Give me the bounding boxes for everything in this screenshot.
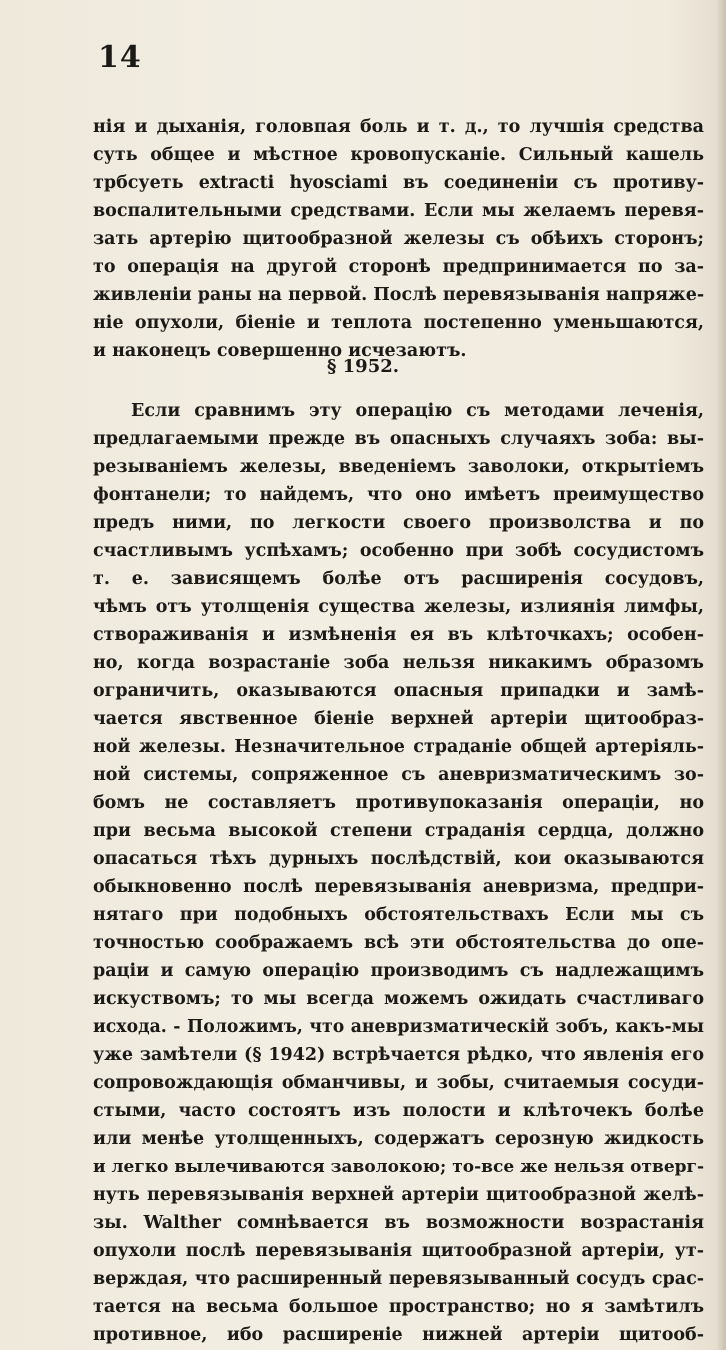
text-line: при весьма высокой степени страданія сердца, должно [93, 821, 704, 841]
text-line: ніе опухоли, біеніе и теплота постепенно уменьшаются, [93, 313, 704, 333]
text-line: живленіи раны на первой. Послѣ перевязыванія напряже- [93, 285, 705, 305]
text-line: или менѣе утолщенныхъ, содержатъ серозную жидкость [93, 1129, 704, 1149]
text-line: ограничить, оказываются опасныя припадки и замѣ- [93, 681, 704, 701]
text-line: воспалительными средствами. Если мы желаемъ перевя- [93, 201, 704, 221]
text-line: и наконецъ совершенно исчезаютъ. [93, 341, 467, 361]
text-line: нятаго при подобныхъ обстоятельствахъ Если мы съ [93, 905, 704, 925]
text-line: опасаться тѣхъ дурныхъ послѣдствій, кои оказываются [93, 849, 704, 869]
text-line: чѣмъ отъ утолщенія существа железы, излиянія лимфы, [93, 597, 704, 617]
text-line: трбсуеть extracti hyosciami въ соединеніи съ противу- [93, 173, 704, 193]
page-number: 14 [98, 40, 142, 75]
text-line: Если сравнимъ эту операцію съ методами леченія, [131, 401, 704, 421]
text-line: предъ ними, по легкости своего произволства и по [93, 513, 704, 533]
text-line: раціи и самую операцію производимъ съ надлежащимъ [93, 961, 704, 981]
text-line: искуствомъ; то мы всегда можемъ ожидать счастливаго [93, 989, 704, 1009]
text-line: и легко вылечиваются заволокою; то-все же нельзя отверг- [93, 1157, 704, 1177]
text-line: фонтанели; то найдемъ, что оно имѣетъ преимущество [93, 485, 704, 505]
text-line: опухоли послѣ перевязыванія щитообразной артеріи, ут- [93, 1241, 704, 1261]
text-line: стыми, часто состоятъ изъ полости и клѣточекъ болѣе [93, 1101, 704, 1121]
text-line: ной железы. Незначительное страданіе общей артеріяль- [93, 737, 704, 757]
text-line: точностью соображаемъ всѣ эти обстоятельства до опе- [93, 933, 704, 953]
text-line: зать артерію щитообразной железы съ обѣихъ сторонъ; [93, 229, 704, 249]
text-line: то операція на другой сторонѣ предпринимается по за- [93, 257, 704, 277]
text-line: противное, ибо расширеніе нижней артеріи щитооб- [93, 1325, 704, 1345]
text-line: зы. Walther сомнѣвается въ возможности возрастанія [93, 1213, 704, 1233]
text-line: уже замѣтели (§ 1942) встрѣчается рѣдко, что явленія его [93, 1045, 704, 1065]
text-line: нуть перевязыванія верхней артеріи щитообразной желѣ- [93, 1185, 704, 1205]
page-edge-shadow [716, 0, 726, 1350]
text-line: верждая, что расширенный перевязыванный сосудъ срас- [93, 1269, 704, 1289]
text-line: исхода. - Положимъ, что аневризматическій зобъ, какъ-мы [93, 1017, 704, 1037]
text-line: створаживанія и измѣненія ея въ клѣточкахъ; особен- [93, 625, 704, 645]
text-line: бомъ не составляетъ противупоказанія операціи, но [93, 793, 704, 813]
text-line: чается явственное біеніе верхней артеріи щитообраз- [93, 709, 704, 729]
text-line: предлагаемыми прежде въ опасныхъ случаяхъ зоба: вы- [93, 429, 704, 449]
text-line: счастливымъ успѣхамъ; особенно при зобѣ сосудистомъ [93, 541, 704, 561]
text-line: но, когда возрастаніе зоба нельзя никакимъ образомъ [93, 653, 704, 673]
text-line: обыкновенно послѣ перевязыванія аневризма, предпри- [93, 877, 704, 897]
text-line: ной системы, сопряженное съ аневризматическимъ зо- [93, 765, 704, 785]
text-line: т. е. зависящемъ болѣе отъ расширенія сосудовъ, [93, 569, 704, 589]
text-line: суть общее и мѣстное кровопусканіе. Сильный кашель [93, 145, 704, 165]
text-line: нія и дыханія, головпая боль и т. д., то лучшія средства [93, 117, 704, 137]
text-line: сопровождающія обманчивы, и зобы, считаемыя сосуди- [93, 1073, 704, 1093]
text-line: резываніемъ железы, введеніемъ заволоки, открытіемъ [93, 457, 704, 477]
section-heading: § 1952. [326, 356, 400, 377]
text-line: тается на весьма большое пространство; но я замѣтилъ [93, 1297, 704, 1317]
